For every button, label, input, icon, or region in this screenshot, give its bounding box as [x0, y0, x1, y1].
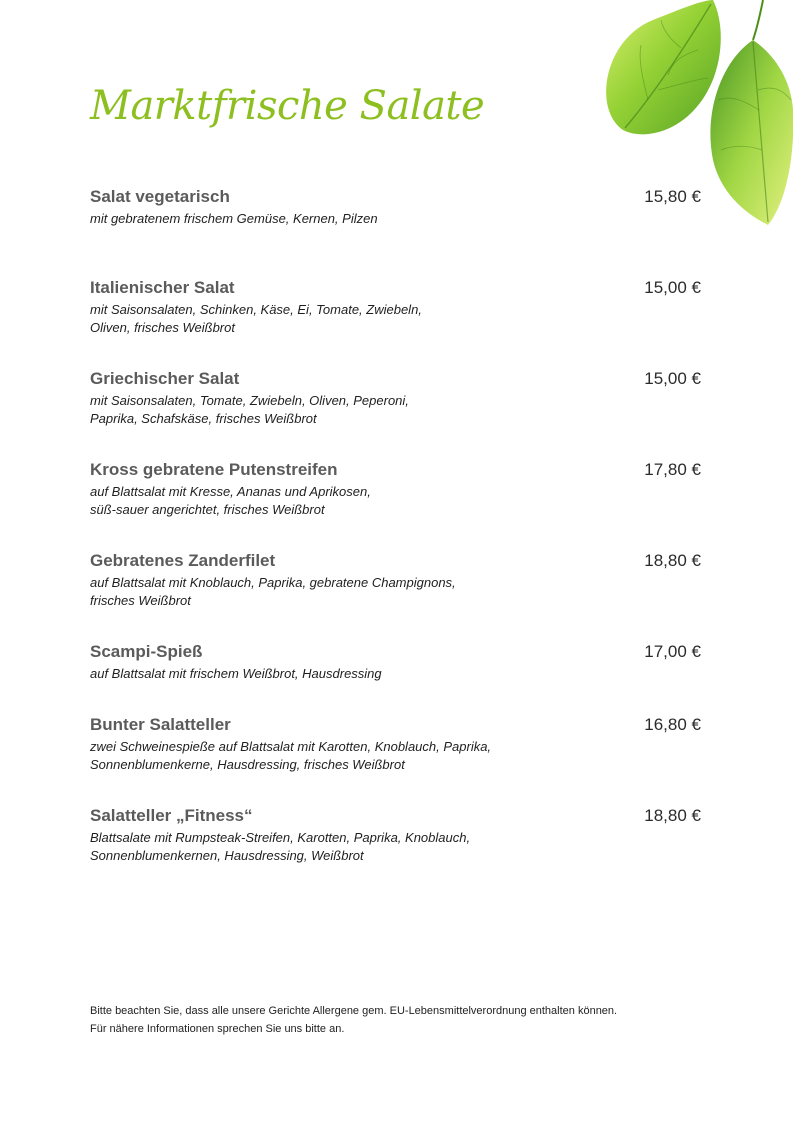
menu-list — [90, 186, 701, 896]
dish-description-line: Paprika, Schafskäse, frisches Weißbrot — [90, 411, 317, 426]
dish-price: 18,80 € — [644, 806, 701, 825]
dish-description — [90, 738, 550, 774]
dish-name: Salatteller „Fitness“ — [90, 806, 253, 825]
dish-description — [90, 665, 550, 683]
dish-description-line: Sonnenblumenkernen, Hausdressing, Weißbrot — [90, 848, 364, 863]
allergen-notice-line: Bitte beachten Sie, dass alle unsere Gerichte Allergene gem. EU-Lebensmittelverordnung enthalten können. — [90, 1005, 618, 1017]
dish-description — [90, 483, 550, 519]
dish-description-line: auf Blattsalat mit frischem Weißbrot, Hausdressing — [90, 666, 382, 681]
dish-price: 15,00 € — [644, 278, 701, 297]
dish-description-line: Sonnenblumenkerne, Hausdressing, frisches Weißbrot — [90, 757, 405, 772]
dish-description-line: Oliven, frisches Weißbrot — [90, 320, 235, 335]
dish-description — [90, 301, 550, 337]
menu-item — [90, 277, 701, 368]
menu-item — [90, 714, 701, 805]
menu-item — [90, 641, 701, 714]
menu-item — [90, 186, 701, 277]
dish-description-line: mit Saisonsalaten, Tomate, Zwiebeln, Oliven, Peperoni, — [90, 393, 409, 408]
allergen-notice — [90, 1002, 617, 1038]
dish-name: Italienischer Salat — [90, 278, 235, 297]
dish-name: Scampi-Spieß — [90, 642, 203, 661]
dish-description-line: zwei Schweinespieße auf Blattsalat mit Karotten, Knoblauch, Paprika, — [90, 739, 492, 754]
dish-description-line: mit gebratenem frischem Gemüse, Kernen, Pilzen — [90, 211, 378, 226]
dish-price: 17,80 € — [644, 460, 701, 479]
dish-description-line: süß-sauer angerichtet, frisches Weißbrot — [90, 502, 325, 517]
dish-name: Griechischer Salat — [90, 369, 240, 388]
dish-description-line: Blattsalate mit Rumpsteak-Streifen, Karotten, Paprika, Knoblauch, — [90, 830, 471, 845]
menu-item — [90, 459, 701, 550]
dish-name: Bunter Salatteller — [90, 715, 231, 734]
dish-description — [90, 829, 550, 865]
dish-description — [90, 210, 550, 228]
dish-description — [90, 392, 550, 428]
dish-description-line: mit Saisonsalaten, Schinken, Käse, Ei, Tomate, Zwiebeln, — [90, 302, 422, 317]
dish-description-line: frisches Weißbrot — [90, 593, 191, 608]
dish-price: 16,80 € — [644, 715, 701, 734]
dish-price: 15,80 € — [644, 187, 701, 206]
dish-name: Kross gebratene Putenstreifen — [90, 460, 338, 479]
allergen-notice-line: Für nähere Informationen sprechen Sie uns bitte an. — [90, 1023, 345, 1035]
menu-item — [90, 550, 701, 641]
dish-price: 15,00 € — [644, 369, 701, 388]
menu-item — [90, 805, 701, 896]
dish-price: 17,00 € — [644, 642, 701, 661]
page-title: Marktfrische Salate — [90, 83, 485, 129]
dish-description — [90, 574, 550, 610]
dish-description-line: auf Blattsalat mit Knoblauch, Paprika, gebratene Champignons, — [90, 575, 456, 590]
dish-price: 18,80 € — [644, 551, 701, 570]
dish-description-line: auf Blattsalat mit Kresse, Ananas und Aprikosen, — [90, 484, 371, 499]
dish-name: Salat vegetarisch — [90, 187, 230, 206]
menu-item — [90, 368, 701, 459]
dish-name: Gebratenes Zanderfilet — [90, 551, 276, 570]
